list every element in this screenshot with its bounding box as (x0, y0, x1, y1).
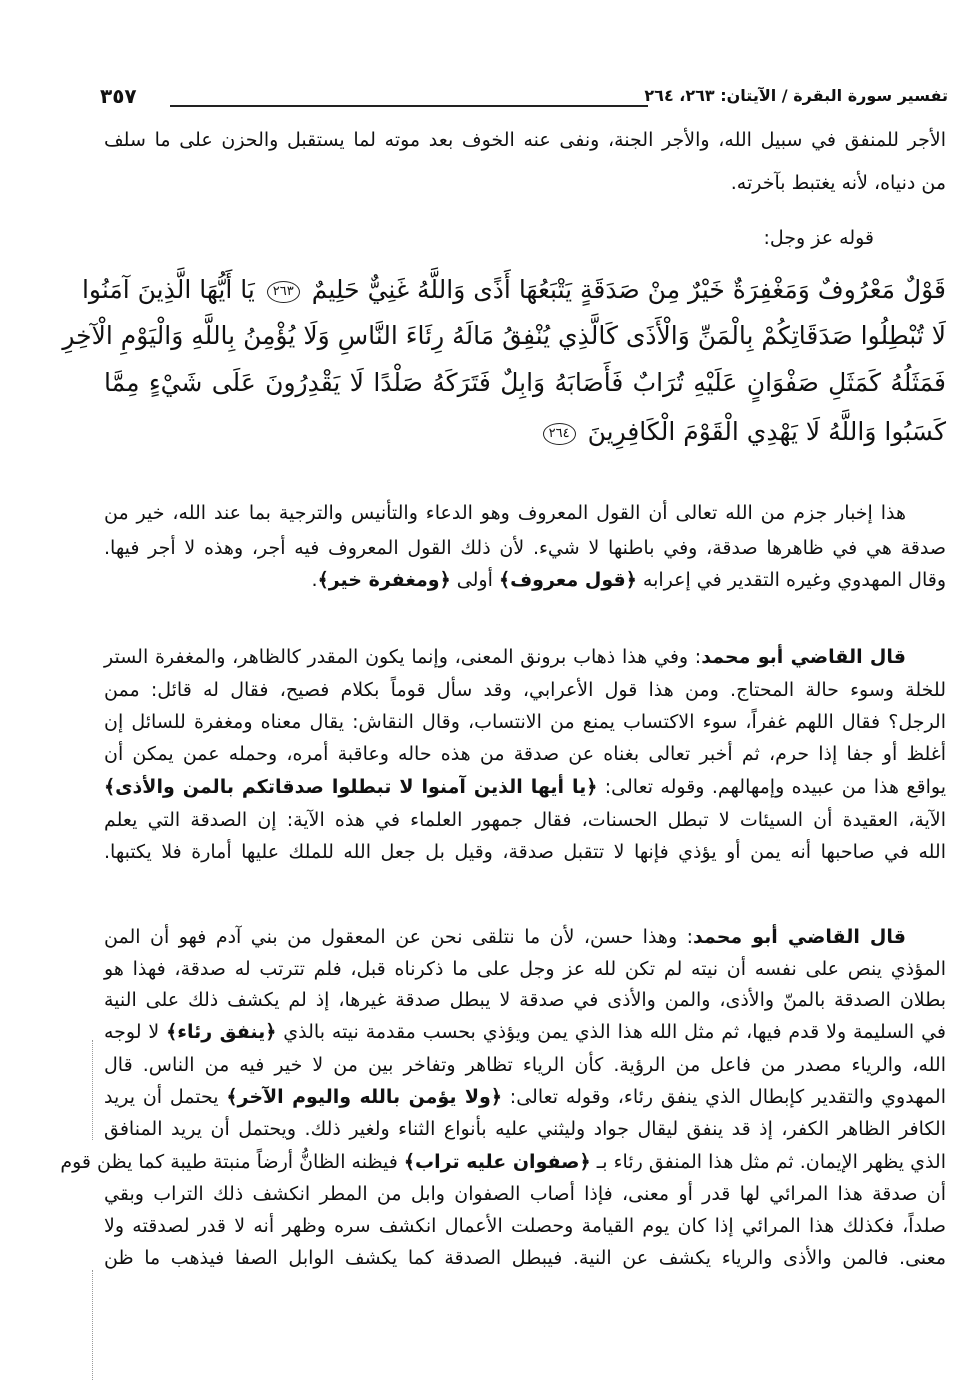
text-segment: الكافر الظاهر الكفر، إذ قد ينفق ليقال جواد وليثني عليه بأنواع الثناء ولغير ذلك. ويحتمل أن يريد المنافق (104, 1118, 946, 1140)
text-segment: الرجل؟ فقال اللهم غفراً، سوء الاكتساب يمنع من الانتساب، وقال النقاش: يقال معناه ومغفرة للسائل إن (104, 711, 946, 733)
text-segment: : وهذا حسن، لأن ما نتلقى نحن عن المعقول من بني آدم فهو أن المن (104, 926, 693, 948)
text-line (104, 1114, 946, 1144)
text-segment: يحتمل أن يريد (104, 1086, 227, 1108)
header-rule (170, 105, 648, 107)
text-segment: في السليمة ولا قدم فيها، ثم مثل الله هذا الذي يمن ويؤذي بحسب مقدمة نيته بالذي (276, 1021, 946, 1043)
header-title: تفسير سورة البقرة / الآيتان: ٢٦٣، ٢٦٤ (644, 86, 948, 105)
emphasized-text: قال القاضي أبو محمد (701, 646, 906, 668)
text-segment: وقال المهدوي وغيره التقدير في إعرابه (636, 569, 946, 591)
running-header (100, 86, 948, 112)
text-line (104, 1050, 946, 1080)
emphasized-text: ﴿ومغفرة خير﴾ (317, 569, 451, 591)
text-line (104, 675, 946, 705)
text-line (104, 739, 946, 769)
text-segment: لا لوجه (104, 1021, 167, 1043)
verse-intro: قوله عز وجل: (763, 227, 874, 249)
text-line (104, 954, 946, 984)
text-segment: الآية، العقيدة أن السيئات لا تبطل الحسنات، فقال جمهور العلماء في هذه الآية: إن الصدقة التي يعلم (104, 809, 946, 831)
text-segment: الله في صاحبها أنه يمن أو يؤذي فإنها لا تتقبل صدقة، وقيل بل جعل الله للملك عليها أمارة فلا يكتبها. (104, 841, 946, 863)
text-segment: فيظنه الظانُّ أرضاً منبتة طيبة كما يظن قوم (60, 1151, 404, 1173)
text-line (104, 642, 946, 672)
text-segment: . (311, 569, 318, 591)
text-segment: صدقة هي في ظاهرها صدقة، وفي باطنها لا شيء. لأن ذلك القول المعروف فيه أجر، وهذه لا أجر فيها. (104, 537, 946, 559)
text-segment: يواقع هذا من عبيده وإمهالهم. وقوله تعالى: (597, 776, 946, 798)
text-segment: أغلظ أو جفا إذا حرم، ثم أخبر تعالى بغناه عن صدقة من هذه حاله وعاقبة أمره، وحمله عمن يمكن أن (104, 743, 946, 765)
text-segment: الله، والرياء مصدر من فاعل من الرؤية. كأن الرياء تظاهر وتفاخر بين من لا خير فيه من الناس. قال (104, 1054, 946, 1076)
text-line (104, 1082, 946, 1112)
emphasized-text: ﴿قول معروف﴾ (498, 569, 637, 591)
text-line (60, 1147, 946, 1177)
text-line (104, 707, 946, 737)
text-segment: أولى (450, 569, 499, 591)
text-line: من دنياه، لأنه يغتبط بآخرته. (730, 172, 946, 194)
emphasized-text: ﴿يا أيها الذين آمنوا لا تبطلوا صدقاتكم بالمن والأذى﴾ (104, 776, 598, 798)
emphasized-text: ﴿صفوان عليه تراب﴾ (403, 1151, 591, 1173)
text-line (104, 772, 946, 802)
text-line (104, 837, 946, 867)
text-line (104, 565, 946, 595)
quran-text: يَا أَيُّهَا الَّذِينَ آمَنُوا (81, 275, 255, 304)
quran-text: فَمَثَلُهُ كَمَثَلِ صَفْوَانٍ عَلَيْهِ تُرَابٌ فَأَصَابَهُ وَابِلٌ فَتَرَكَهُ صَلْدًا لَا يَقْدِرُونَ عَلَى شَيْءٍ مِمَّا (104, 368, 946, 397)
text-segment: للخلة وسوء حالة المحتاج. ومن هذا قول الأعرابي، وقد سأل قوماً بكلام فصيح، فقال له قائل: ممن (104, 679, 946, 701)
text-segment: صلداً، فكذلك هذا المرائي إذا كان يوم القيامة وحصلت الأعمال انكشف سره وظهر أنه لا قدر لصدقته ولا (104, 1215, 946, 1237)
text-line (104, 498, 946, 528)
ayah-number-marker: ٢٦٤ (543, 423, 576, 445)
text-segment: : وفي هذا ذهاب برونق المعنى، وإنما يكون المقدر كالظاهر، والمغفرة الستر (104, 646, 702, 668)
text-line (104, 1179, 946, 1209)
quran-line (81, 270, 946, 310)
text-segment: الذي يظهر الإيمان. ثم مثل هذا المنفق رئاء بـ (590, 1151, 946, 1173)
quran-line (104, 363, 946, 403)
scan-margin-mark (92, 1270, 93, 1380)
text-segment: المهدوي والتقدير كإبطال الذي ينفق رئاء، وقوله تعالى: (501, 1086, 947, 1108)
text-line (104, 1017, 946, 1047)
text-segment: بطلان الصدقة بالمنّ والأذى، والمن والأذى في صدقة لا يبطل صدقة غيرها، إذ لم يكشف ذلك على النية (104, 989, 946, 1011)
page-number: ٣٥٧ (100, 84, 137, 108)
text-segment: معنى. فالمن والأذى والرياء يكشف عن النية. فيبطل الصدقة كما يكشف الوابل الصفا فيذهب ما ظن (104, 1247, 946, 1269)
text-line (104, 805, 946, 835)
quran-text: قَوْلٌ مَعْرُوفٌ وَمَغْفِرَةٌ خَيْرٌ مِنْ صَدَقَةٍ يَتْبَعُهَا أَذًى وَاللَّهُ غَنِيٌّ حَلِيمٌ (311, 275, 946, 304)
scan-margin-mark (92, 1040, 93, 1140)
quran-line (62, 316, 946, 356)
quran-text: كَسَبُوا وَاللَّهُ لَا يَهْدِي الْقَوْمَ الْكَافِرِينَ (587, 417, 946, 446)
emphasized-text: قال القاضي أبو محمد (693, 926, 906, 948)
text-line (104, 985, 946, 1015)
text-segment: المؤذي ينص على نفسه أن نيته لم تكن لله عز وجل على ما ذكرناه قبل، فلم تترتب له صدقة، فهذا هو (104, 958, 946, 980)
ayah-number-marker: ٢٦٣ (267, 281, 300, 303)
quran-line (104, 412, 946, 452)
text-line (104, 1211, 946, 1241)
emphasized-text: ﴿ينفق رئاء﴾ (166, 1021, 277, 1043)
emphasized-text: ﴿ولا يؤمن بالله واليوم الآخر﴾ (226, 1086, 502, 1108)
quran-text: لَا تُبْطِلُوا صَدَقَاتِكُمْ بِالْمَنِّ وَالْأَذَى كَالَّذِي يُنْفِقُ مَالَهُ رِئَاءَ النَّاسِ وَلَا يُؤْمِنُ بِاللَّهِ وَالْيَوْمِ الْآخِرِ (62, 321, 946, 350)
text-line (104, 533, 946, 563)
text-segment: هذا إخبار جزم من الله تعالى أن القول المعروف وهو الدعاء والتأنيس والترجية بما عند الله، خير من (104, 502, 906, 524)
text-line (104, 922, 946, 952)
text-segment: أن صدقة هذا المرائي لها قدر أو معنى، فإذا أصاب الصفوان وابل من المطر انكشف ذلك التراب وبقي (104, 1183, 946, 1205)
text-line (104, 1243, 946, 1273)
text-line: الأجر للمنفق في سبيل الله، والأجر الجنة، ونفى عنه الخوف بعد موته لما يستقبل والحزن على ما سلف (104, 129, 946, 151)
